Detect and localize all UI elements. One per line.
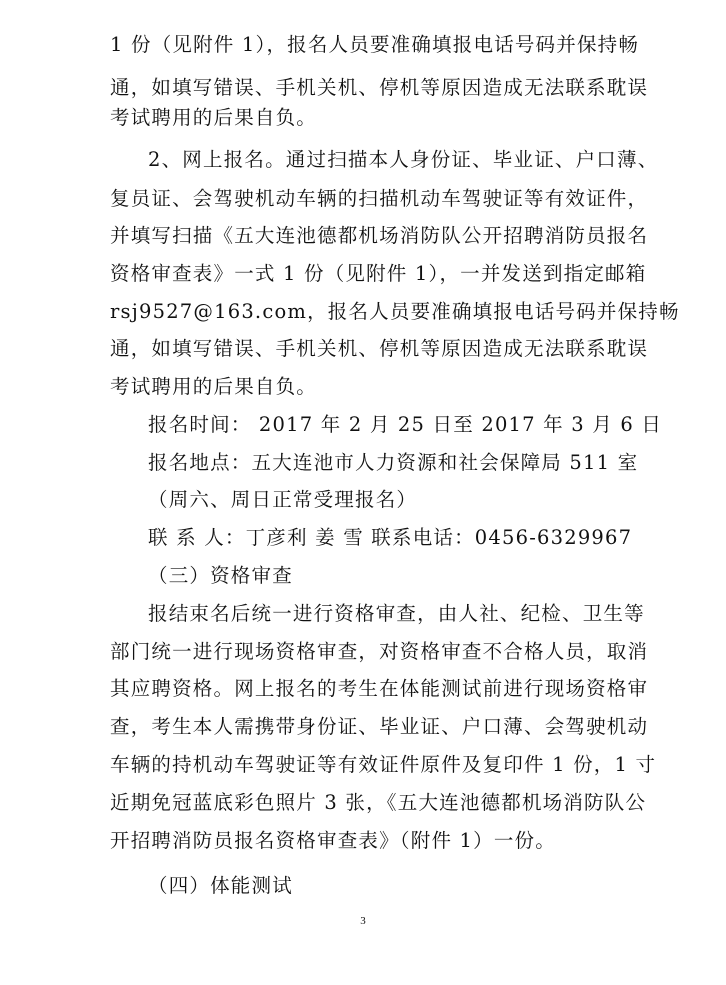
body-text-line: 资格审查表》一式 1 份（见附件 1），一并发送到指定邮箱	[110, 262, 647, 285]
body-text-line: 报结束名后统一进行资格审查，由人社、纪检、卫生等	[148, 602, 645, 625]
registration-location: 报名地点：五大连池市人力资源和社会保障局 511 室	[148, 451, 639, 474]
body-text-line: 考试聘用的后果自负。	[110, 106, 318, 129]
body-text-line: 复员证、会驾驶机动车辆的扫描机动车驾驶证等有效证件，	[110, 187, 649, 210]
section-heading: （四）体能测试	[148, 874, 293, 897]
body-text-line: 近期免冠蓝底彩色照片 3 张，《五大连池德都机场消防队公	[110, 791, 647, 814]
body-text-line: 查，考生本人需携带身份证、毕业证、户口薄、会驾驶机动	[110, 715, 649, 738]
body-text-line: 开招聘消防员报名资格审查表》（附件 1）一份。	[110, 829, 556, 852]
page-number: 3	[360, 915, 366, 927]
body-text-line: 考试聘用的后果自负。	[110, 375, 318, 398]
registration-time: 报名时间： 2017 年 2 月 25 日至 2017 年 3 月 6 日	[148, 413, 663, 436]
body-text-line: 2、网上报名。通过扫描本人身份证、毕业证、户口薄、	[148, 148, 659, 171]
body-text-line: 1 份（见附件 1），报名人员要准确填报电话号码并保持畅	[110, 33, 640, 56]
section-heading: （三）资格审查	[148, 564, 293, 587]
body-text-line: 部门统一进行现场资格审查，对资格审查不合格人员，取消	[110, 640, 649, 663]
body-text-line: rsj9527@163.com，报名人员要准确填报电话号码并保持畅	[110, 300, 680, 323]
body-text-line: 通，如填写错误、手机关机、停机等原因造成无法联系耽误	[110, 337, 649, 360]
body-text-line: 并填写扫描《五大连池德都机场消防队公开招聘消防员报名	[110, 224, 649, 247]
registration-weekend-note: （周六、周日正常受理报名）	[148, 488, 418, 511]
contact-info: 联 系 人：丁彦利 姜 雪 联系电话：0456-6329967	[148, 526, 633, 549]
body-text-line: 其应聘资格。网上报名的考生在体能测试前进行现场资格审	[110, 677, 649, 700]
body-text-line: 通，如填写错误、手机关机、停机等原因造成无法联系耽误	[110, 76, 649, 99]
body-text-line: 车辆的持机动车驾驶证等有效证件原件及复印件 1 份，1 寸	[110, 753, 657, 776]
